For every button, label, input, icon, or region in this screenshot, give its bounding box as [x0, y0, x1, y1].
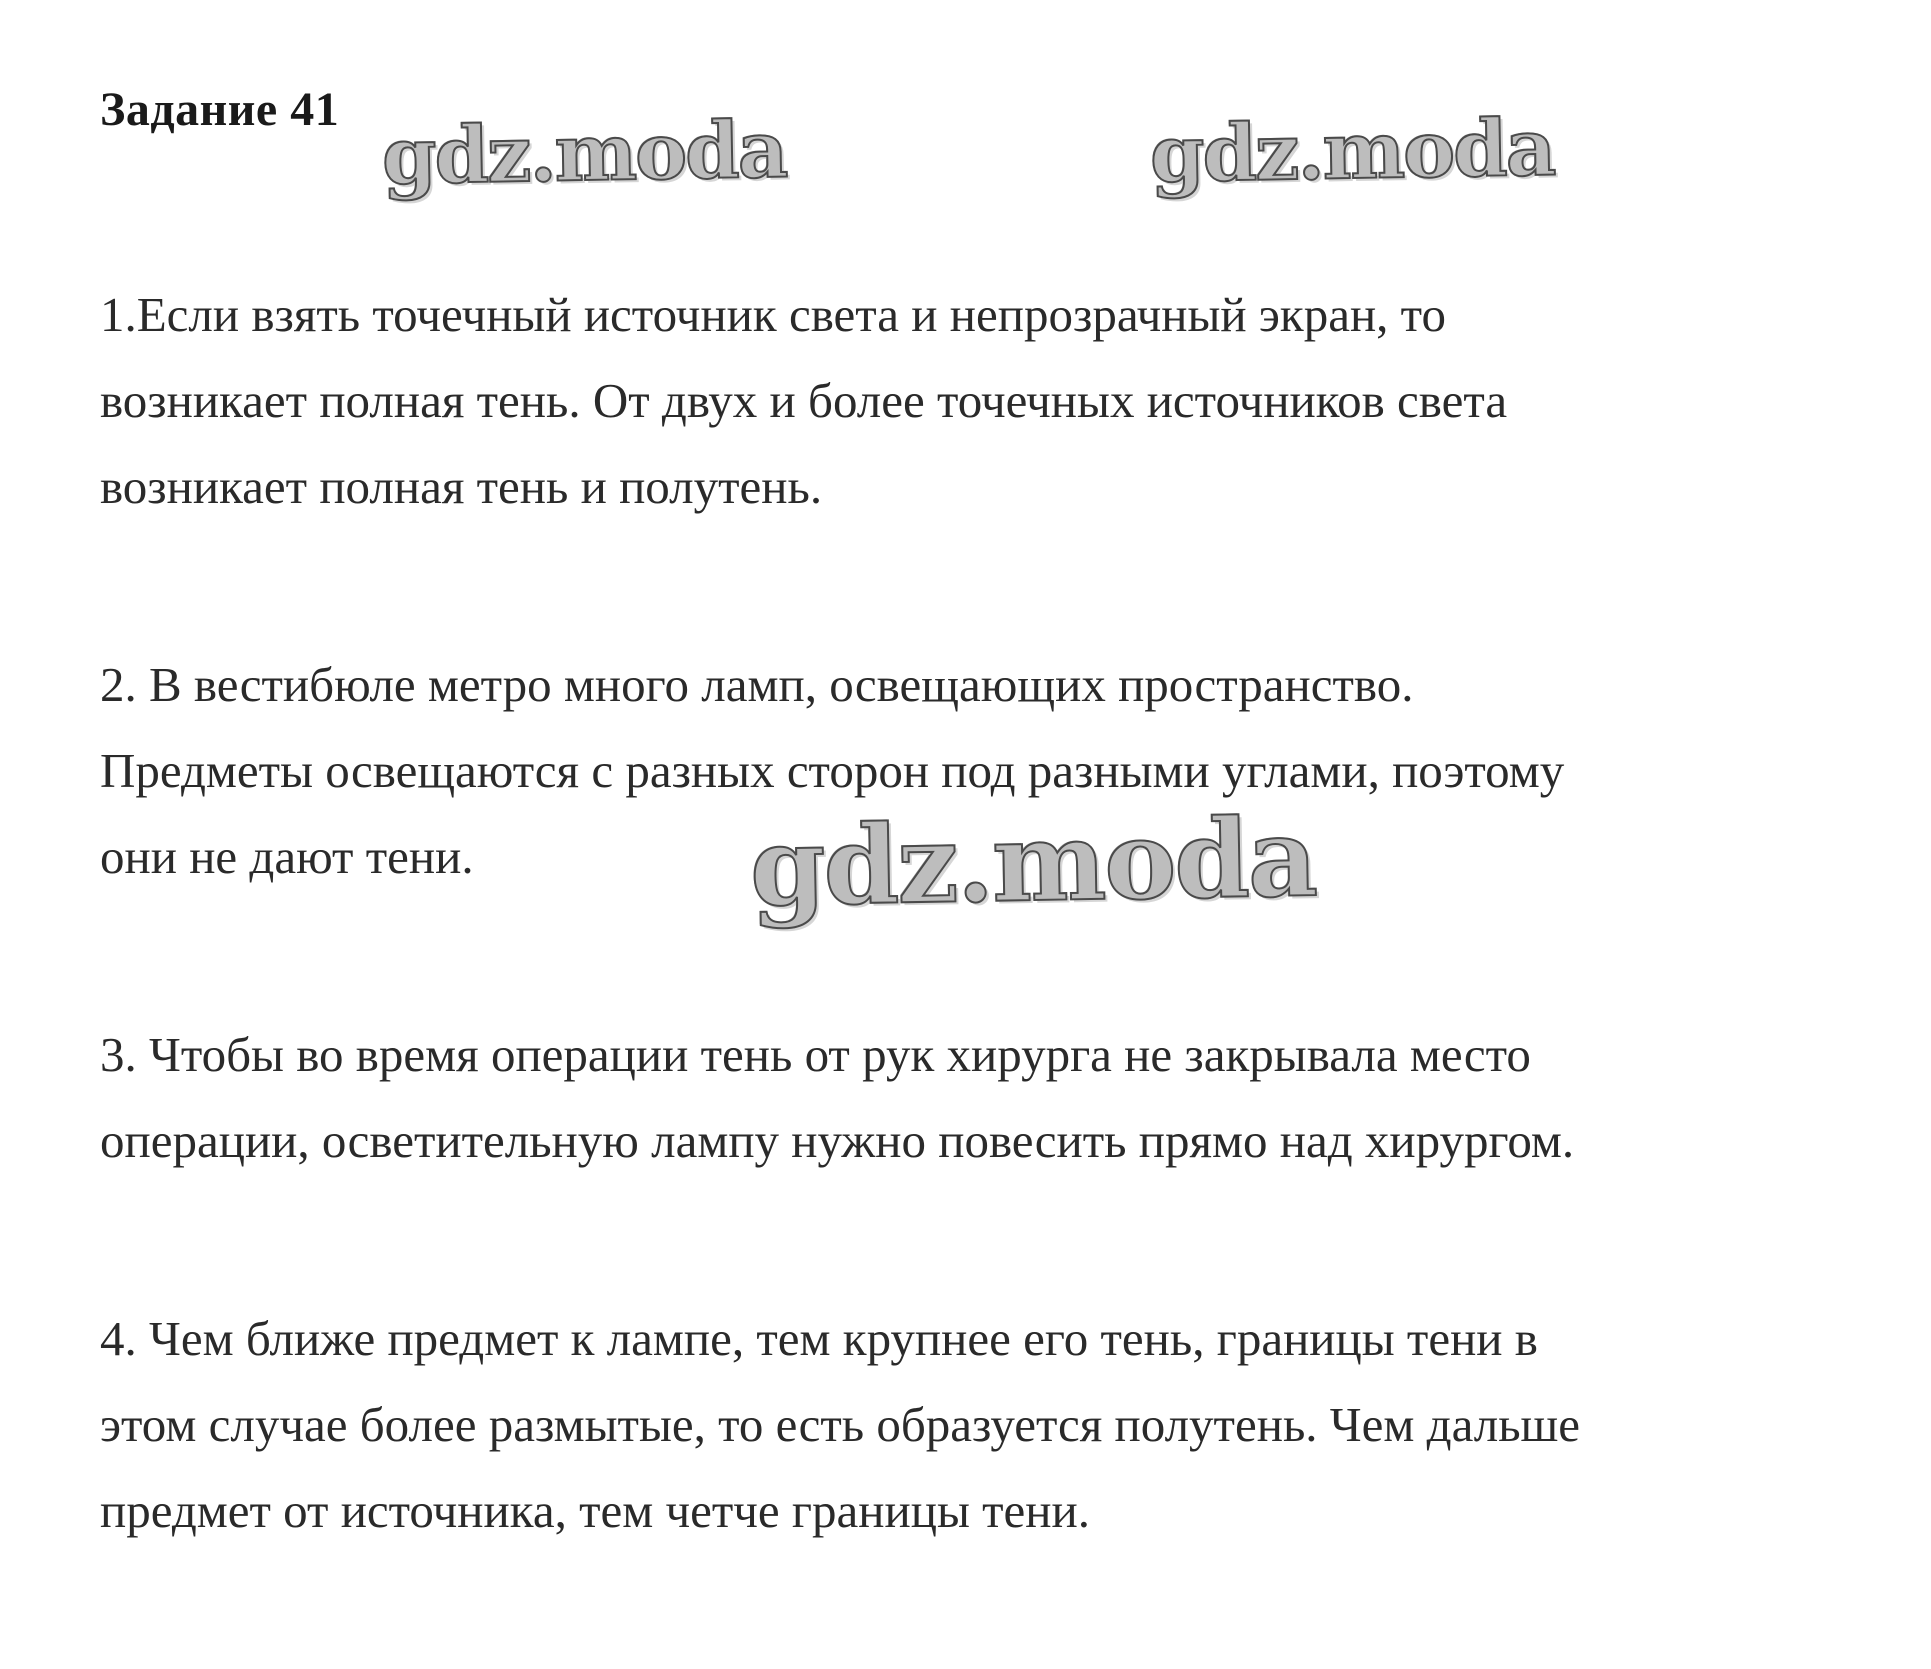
answer-item-3: [100, 1012, 1900, 1184]
answer-line: возникает полная тень. От двух и более точечных источников света: [100, 373, 1508, 428]
answer-item-4: [100, 1296, 1900, 1554]
answer-line: 2. В вестибюле метро много ламп, освещающих пространство.: [100, 657, 1414, 712]
answer-line: операции, осветительную лампу нужно повесить прямо над хирургом.: [100, 1113, 1575, 1168]
watermark-logo: gdz.moda: [1149, 102, 1555, 201]
answer-line: возникает полная тень и полутень.: [100, 459, 823, 514]
task-heading: Задание 41: [100, 83, 340, 136]
watermark-logo: gdz.moda: [748, 795, 1317, 931]
answer-line: 1.Если взять точечный источник света и непрозрачный экран, то: [100, 287, 1446, 342]
answer-line: Предметы освещаются с разных сторон под разными углами, поэтому: [100, 743, 1565, 798]
answer-line: предмет от источника, тем четче границы тени.: [100, 1483, 1090, 1538]
answer-line: 4. Чем ближе предмет к лампе, тем крупнее его тень, границы тени в: [100, 1311, 1538, 1366]
answer-line: 3. Чтобы во время операции тень от рук хирурга не закрывала место: [100, 1027, 1531, 1082]
answer-item-1: [100, 272, 1900, 530]
answer-line: они не дают тени.: [100, 829, 474, 884]
watermark-logo: gdz.moda: [381, 104, 787, 203]
answer-line: этом случае более размытые, то есть образуется полутень. Чем дальше: [100, 1397, 1581, 1452]
